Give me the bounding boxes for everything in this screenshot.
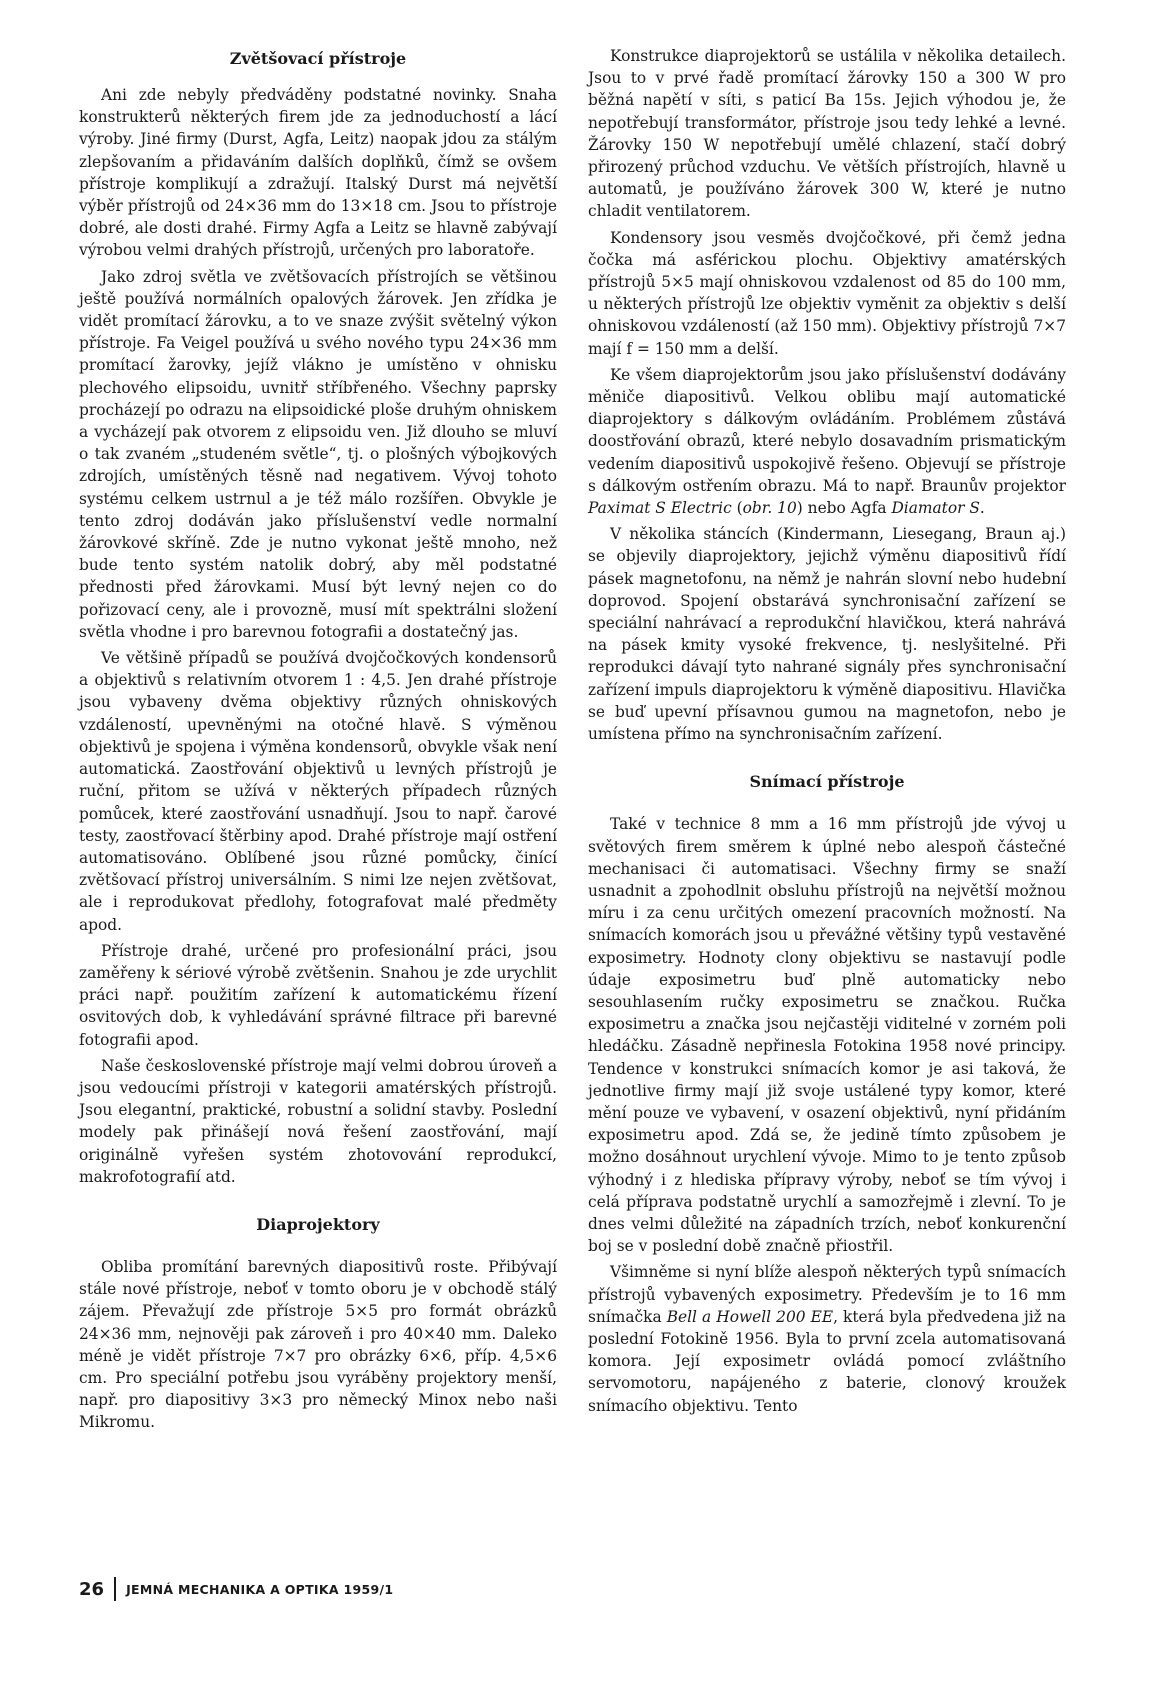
section-heading-diaprojektory: Diaprojektory [256, 1214, 380, 1234]
right-column [588, 47, 1067, 1421]
figure-reference: obr. 10 [742, 499, 797, 518]
footer-divider [114, 1577, 116, 1601]
page-number: 26 [79, 1578, 105, 1600]
text: Všimněme si nyní blíže alespoň některých typů snímacích přístrojů vybavených exposimetry. Především je to 16 mm snímačka [588, 1263, 1066, 1326]
paragraph: Kondensory jsou vesměs dvojčočkové, při čemž jedna čočka má asférickou plochu. Objektivy amatérských přístrojů 5×5 mají ohniskovou vzdalenost od 85 do 100 mm, u některých přístrojů lze objektiv vyměnit za objektiv s delší ohniskovou vzdáleností (až 150 mm). Objektivy přístrojů 7×7 mají f = 150 mm a delší. [588, 228, 1066, 358]
page-footer [79, 1577, 393, 1601]
paragraph: Také v technice 8 mm a 16 mm přístrojů jde vývoj u světových firem směrem k úplné nebo alespoň částečné mechanisaci či automatisaci. Všechny firmy se snaží usnadnit a zpohodlnit obsluhu přístrojů na největší možnou míru i za cenu určitých omezení pracovních možností. Na snímacích komorách jsou u převážné většiny typů vestavěné exposimetry. Hodnoty clony objektivu se nastavují podle údaje exposimetru buď plně automaticky nebo sesouhlasením ručky exposimetru se značkou. Ručka exposimetru a značka jsou nejčastěji viditelné v zorném poli hledáčku. Zásadně nepřinesla Fotokina 1958 nové principy. Tendence v konstrukci snímacích komor je asi taková, že jednotlive firmy mají již svoje ustálené typy komor, které mění pouze ve vybavení, v osazení objektivů, nyní přidáním exposimetru apod. Zdá se, že jedině tímto způsobem je možno dosáhnout urychlení vývoje. Mimo to je tento způsob výhodný i z hlediska přípravy výroby, neboť se tím vývoj i celá příprava podstatně urychlí a samozřejmě i zlevní. To je dnes velmi důležité na západních trzích, neboť konkurenční boj se v poslední době značně přiostřil. [588, 815, 1066, 1256]
paragraph: Jako zdroj světla ve zvětšovacích přístrojích se většinou ještě používá normálních opalových žárovek. Jen zřídka je vidět promítací žárovku, a to ve snaze zvýšit světelný výkon přístroje. Fa Veigel používá u svého nového typu 24×36 mm promítací žarovky, jejíž vlákno je umístěno v ohnisku plechového elipsoidu, uvnitř stříbřeného. Všechny paprsky procházejí po odrazu na elipsoidické ploše druhým ohniskem a vycházejí pak otvorem z elipsoidu ven. Již dlouho se mluví o tak zvaném „studeném světle“, tj. o plošných výbojkových zdrojích, umístěných těsně nad negativem. Vývoj tohoto systému celkem ustrnul a je též málo rozšířen. Obvykle je tento zdroj dodáván jako příslušenství vedle normalní žárovkové skříně. Zde je nutno vykonat ještě mnoho, než bude tento systém natolik dobrý, aby měl podstatné přednosti před žárovkami. Musí být levný nejen co do pořizovací ceny, ale i provozně, musí mít spektrálni složení světla vhodne i pro barevnou fotografii a dostatečný jas. [79, 267, 557, 641]
paragraph-accessories [588, 364, 1066, 519]
paragraph-bell-howell [588, 1261, 1066, 1416]
text: . [979, 499, 985, 518]
paragraph: Naše československé přístroje mají velmi dobrou úroveň a jsou vedoucími přístroji v kategorii amatérských přístrojů. Jsou elegantní, praktické, robustní a solidní stavby. Poslední modely pak přinášejí nová řešení zaostřování, mají originálně vyřešen systém zhotovování reprodukcí, makrofotografií atd. [79, 1056, 557, 1186]
paragraph: Přístroje drahé, určené pro profesionální práci, jsou zaměřeny k sériové výrobě zvětšenin. Snahou je zde urychlit práci např. použitím zařízení k automatickému řízení osvitových dob, k vyhledávání správné filtrace při barevné fotografii apod. [79, 941, 557, 1049]
product-name: Diamator S [891, 499, 980, 518]
product-name: Paximat S Electric [588, 499, 732, 518]
product-name: Bell a Howell 200 EE [666, 1307, 834, 1326]
text: , která byla předvedena již na poslední Fotokině 1956. Byla to první zcela automatisovaná komora. Její exposimetr ovládá pomocí zvláštního servomotoru, napájeného z baterie, clonový kroužek snímacího objektivu. Tento [588, 1307, 1067, 1415]
paragraph: Konstrukce diaprojektorů se ustálila v několika detailech. Jsou to v prvé řadě promítací žárovky 150 a 300 W pro běžná napětí v síti, s paticí Ba 15s. Jejich výhodou je, že nepotřebují transformátor, přístroje jsou tedy lehké a levné. Žárovky 150 W nepotřebují umělé chlazení, stačí dobrý přirozený průchod vzduchu. Ve větších přístrojích, hlavně u automatů, je používáno žárovek 300 W, které je nutno chladit ventilatorem. [588, 47, 1066, 221]
text: Ke všem diaprojektorům jsou jako příslušenství dodávány měniče diapositivů. Velkou oblibu mají automatické diaprojektory s dálkovým ovládáním. Problémem zůstává doostřování obrazů, které nebylo dosavadním prismatickým vedením diapositivů uspokojivě řešeno. Objevují se přístroje s dálkovým ostřením obrazu. Má to např. Braunův projektor [588, 365, 1066, 495]
paragraph: V několika stáncích (Kindermann, Liesegang, Braun aj.) se objevily diaprojektory, jejichž výměnu diapositivů řídí pásek magnetofonu, na němž je nahrán slovní nebo hudební doprovod. Spojení obstarává synchronisační zařízení se speciální nahrávací a reprodukční hlavičkou, která nahrává na pásek kmity vysoké frekvence, tj. neslyšitelné. Při reprodukci dávají tyto nahrané signály přes synchronisační zařízení impuls diaprojektoru k výměně diapositivu. Hlavička se buď upevní přísavnou gumou na magnetofon, nebo je umístena přímo na synchronisačním zařízení. [588, 525, 1066, 744]
paragraph: Obliba promítání barevných diapositivů roste. Přibývají stále nové přístroje, neboť v tomto oboru je v obchodě stálý zájem. Převažují zde přístroje 5×5 pro formát obrázků 24×36 mm, nejnověji pak zároveň i pro 40×40 mm. Daleko méně je vidět přístroje 7×7 pro obrázky 6×6, příp. 4,5×6 cm. Pro speciální potřebu jsou vyráběny projektory menší, např. pro diapositivy 3×3 pro německý Minox nebo naši Mikromu. [79, 1257, 557, 1432]
paragraph: Ani zde nebyly předváděny podstatné novinky. Snaha konstrukterů některých firem jde za jednoduchostí a lácí výroby. Jiné firmy (Durst, Agfa, Leitz) naopak jdou za stálým zlepšovaním a přidaváním dalších doplňků, čímž se ovšem přístroje komplikují a zdražují. Italský Durst má největší výběr přístrojů od 24×36 mm do 13×18 cm. Jsou to přístroje dobré, ale dosti drahé. Firmy Agfa a Leitz se hlavně zabývají výrobou velmi drahých přístrojů, určených pro laboratoře. [79, 86, 557, 260]
journal-title: JEMNÁ MECHANIKA A OPTIKA 1959/1 [126, 1581, 394, 1597]
paragraph: Ve většině případů se používá dvojčočkových kondensorů a objektivů s relativním otvorem 1 : 4,5. Jen drahé přístroje jsou vybaveny dvěma objektivy různých ohniskových vzdáleností, upevněnými na otočné hlavě. S výměnou objektivů je spojena i výměna kondensorů, obvykle však není automatická. Zaostřování objektivů u levných přístrojů je ruční, přitom se užívá v některých případech různých pomůcek, které zaostřování usnadňují. Jsou to např. čarové testy, zaostřovací štěrbiny apod. Drahé přístroje mají ostření automatisováno. Oblíbené jsou různé pomůcky, činící zvětšovací přístroj universálním. S nimi lze nejen zvětšovat, ale i reprodukovat předlohy, fotografovat malé předměty apod. [79, 649, 557, 934]
section-heading-zvetsovaci: Zvětšovací přístroje [229, 49, 407, 68]
left-column [79, 48, 557, 1438]
text: ( [731, 499, 743, 518]
text: ) nebo Agfa [796, 499, 892, 518]
section-heading-snimaci: Snímací přístroje [749, 772, 905, 792]
